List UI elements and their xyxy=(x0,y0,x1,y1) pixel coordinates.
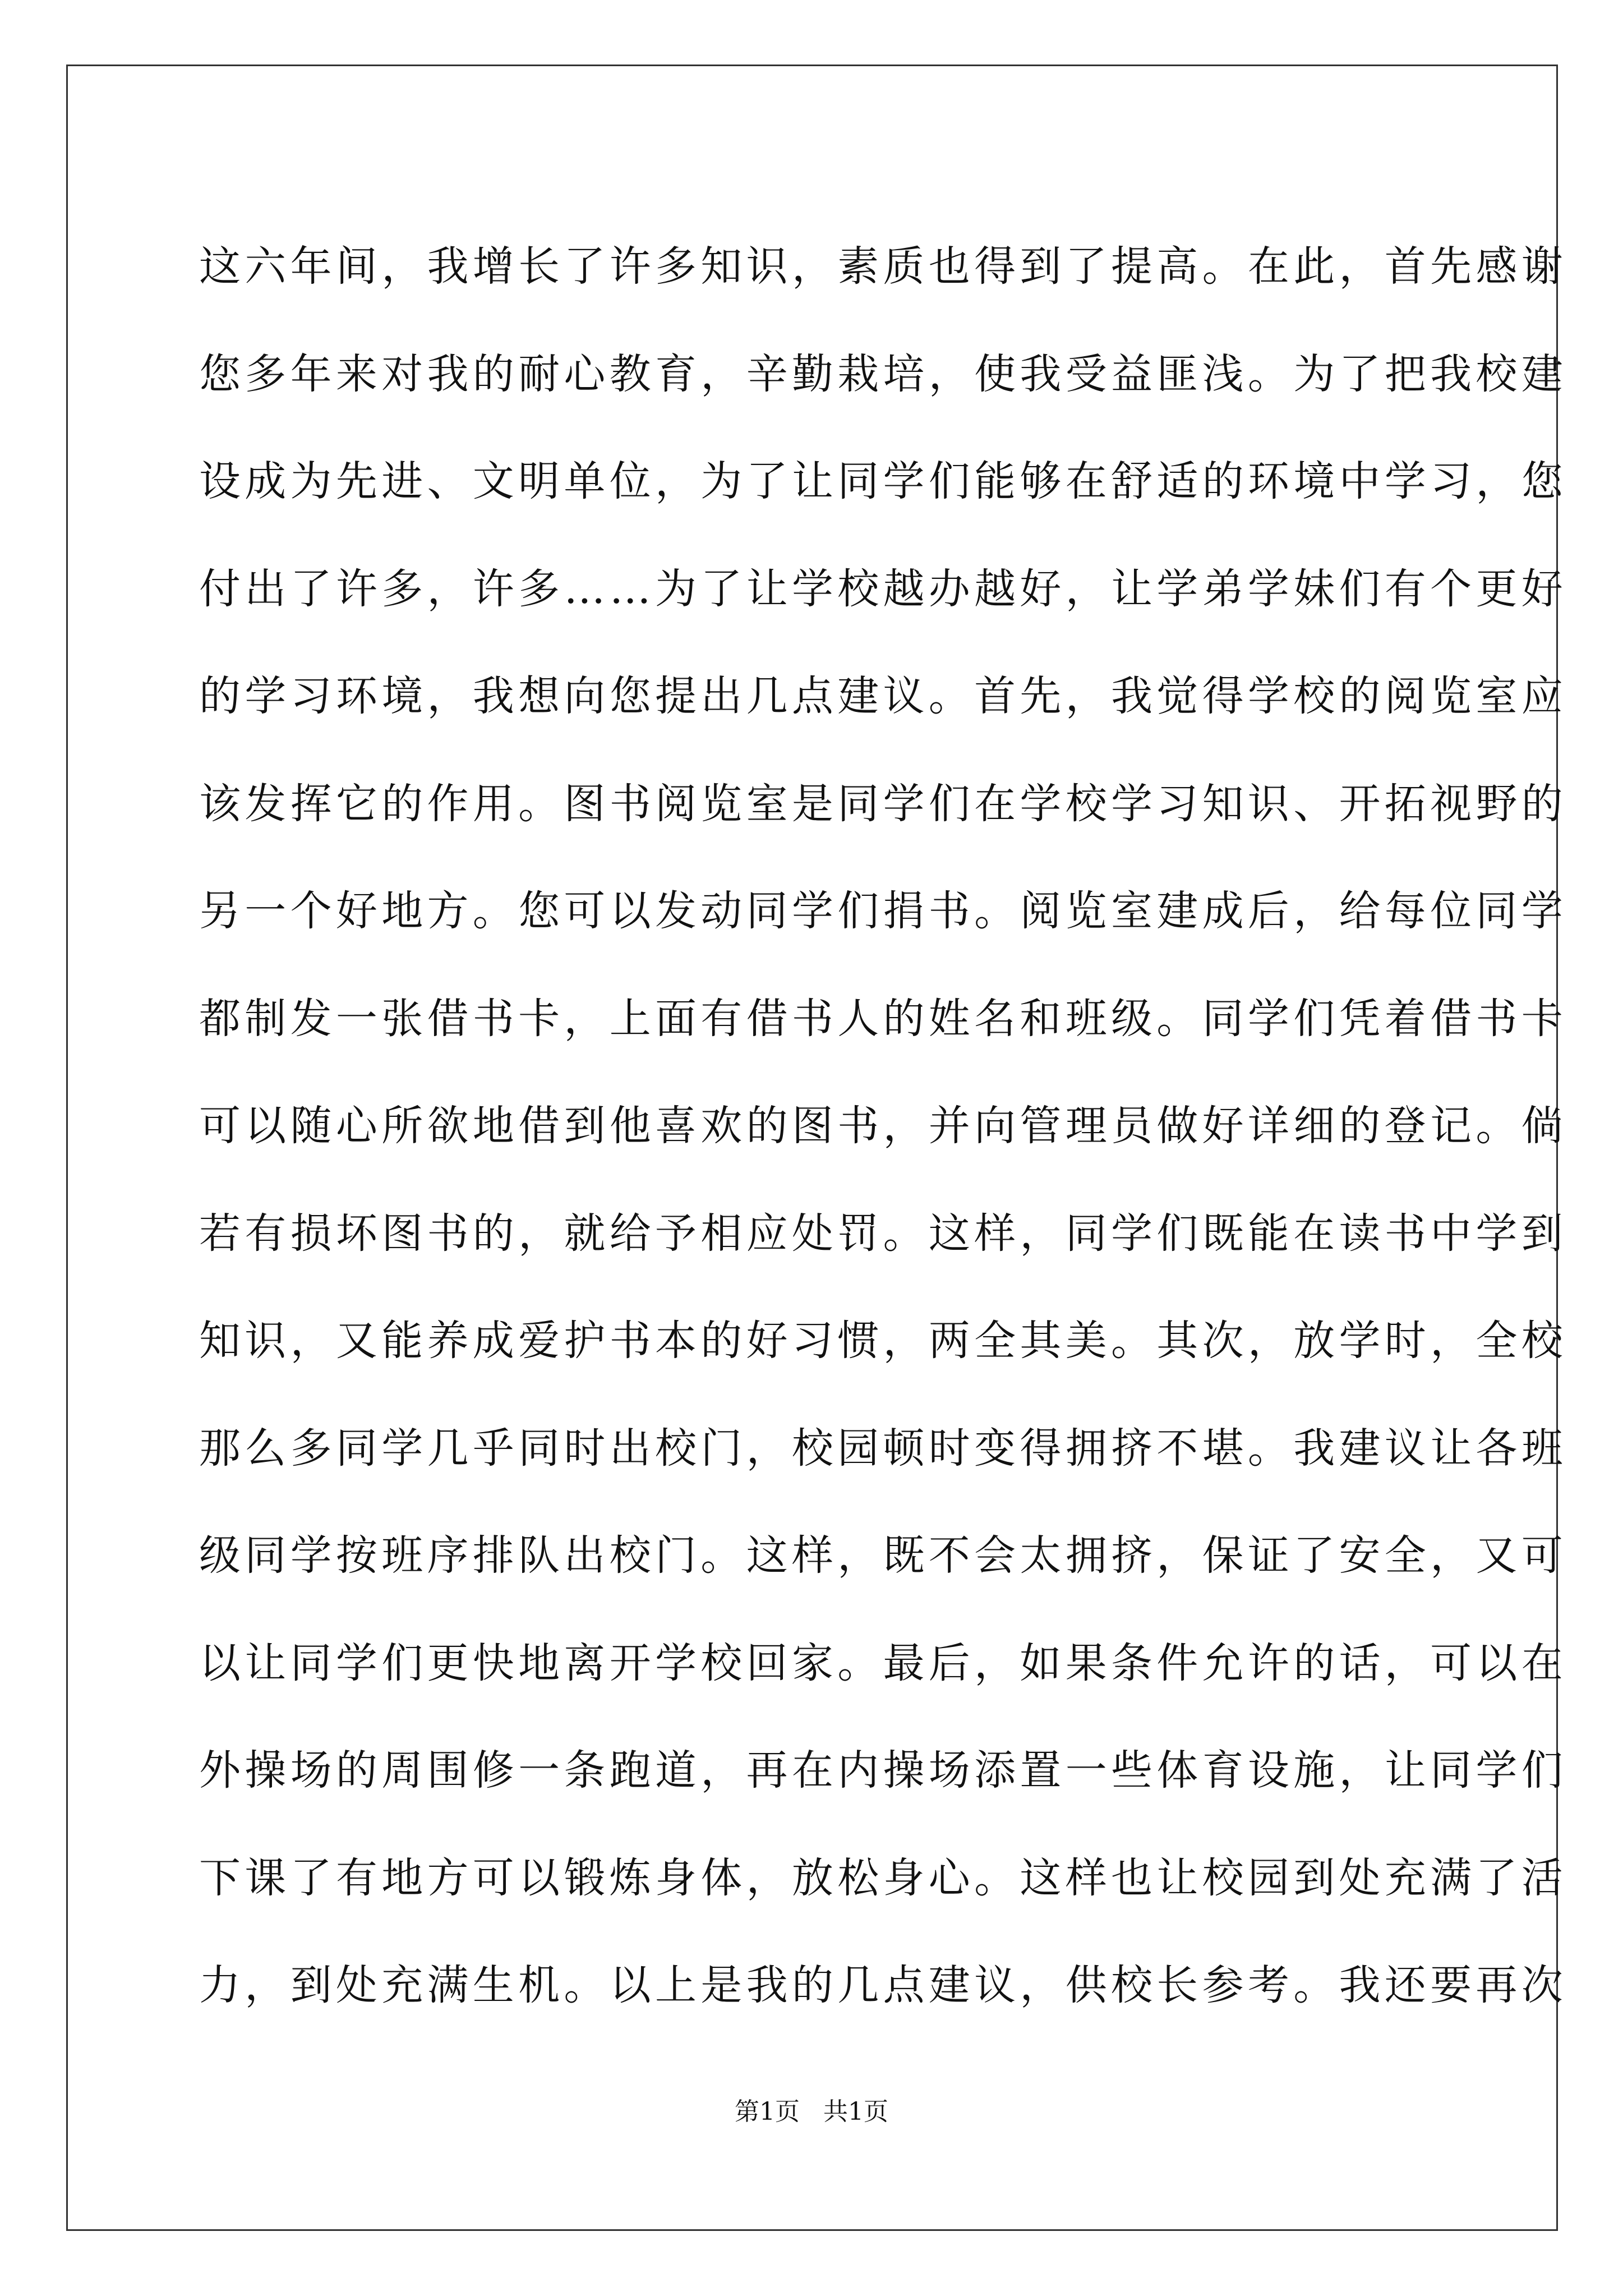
body-line-3: 设成为先进、文明单位，为了让同学们能够在舒适的环境中学习，您 xyxy=(199,457,1567,505)
letter-body xyxy=(199,213,1567,2040)
body-line-16: 下课了有地方可以锻炼身体，放松身心。这样也让校园到处充满了活 xyxy=(199,1853,1567,1902)
page-footer: 第1页 共1页 xyxy=(735,2097,888,2126)
body-line-4: 付出了许多，许多……为了让学校越办越好，让学弟学妹们有个更好 xyxy=(199,564,1567,613)
body-line-5: 的学习环境，我想向您提出几点建议。首先，我觉得学校的阅览室应 xyxy=(199,672,1567,720)
body-line-12: 那么多同学几乎同时出校门，校园顿时变得拥挤不堪。我建议让各班 xyxy=(199,1424,1567,1473)
body-line-15: 外操场的周围修一条跑道，再在内操场添置一些体育设施，让同学们 xyxy=(199,1746,1567,1795)
body-line-13: 级同学按班序排队出校门。这样，既不会太拥挤，保证了安全，又可 xyxy=(199,1531,1567,1580)
body-line-9: 可以随心所欲地借到他喜欢的图书，并向管理员做好详细的登记。倘 xyxy=(199,1102,1567,1150)
body-line-1: 这六年间，我增长了许多知识，素质也得到了提高。在此，首先感谢 xyxy=(199,242,1567,291)
body-line-17: 力，到处充满生机。以上是我的几点建议，供校长参考。我还要再次 xyxy=(199,1961,1567,2009)
body-line-10: 若有损坏图书的，就给予相应处罚。这样，同学们既能在读书中学到 xyxy=(199,1209,1567,1258)
body-line-2: 您多年来对我的耐心教育，辛勤栽培，使我受益匪浅。为了把我校建 xyxy=(199,349,1567,398)
body-line-6: 该发挥它的作用。图书阅览室是同学们在学校学习知识、开拓视野的 xyxy=(199,779,1567,828)
body-line-14: 以让同学们更快地离开学校回家。最后，如果条件允许的话，可以在 xyxy=(199,1639,1567,1687)
body-line-11: 知识，又能养成爱护书本的好习惯，两全其美。其次，放学时，全校 xyxy=(199,1317,1567,1365)
body-line-8: 都制发一张借书卡，上面有借书人的姓名和班级。同学们凭着借书卡 xyxy=(199,994,1567,1043)
body-line-7: 另一个好地方。您可以发动同学们捐书。阅览室建成后，给每位同学 xyxy=(199,887,1567,935)
